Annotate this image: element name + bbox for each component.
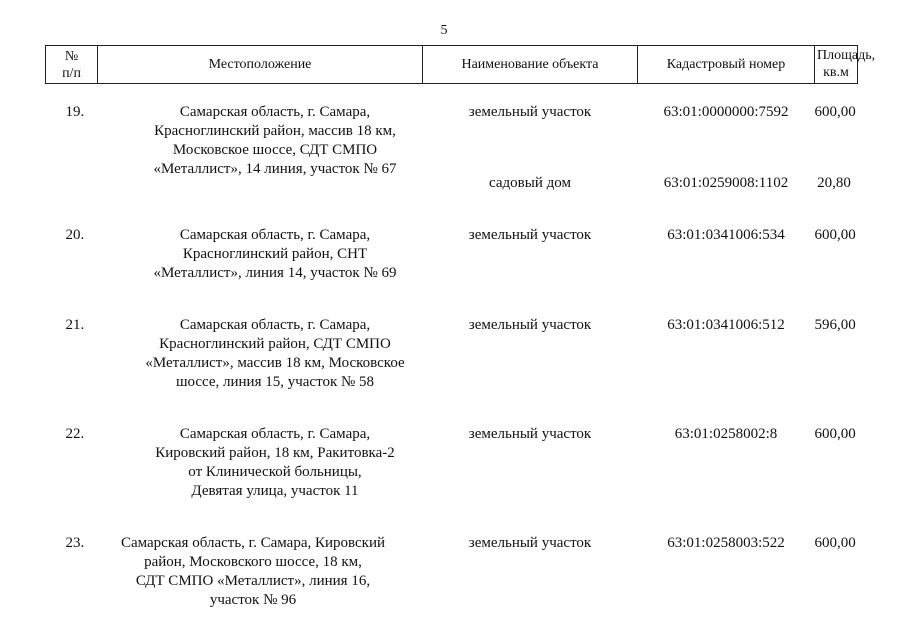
row-number: 19. xyxy=(65,104,85,120)
row-cadastral-number: 63:01:0258003:522 xyxy=(667,535,785,551)
row-location: Самарская область, г. Самара, Красноглинский район, СДТ СМПО «Металлист», массив 18 км, Московское шоссе, линия 15, участок № 58 xyxy=(145,317,405,390)
row-location: Самарская область, г. Самара, Красноглинский район, СНТ «Металлист», линия 14, участок № 69 xyxy=(153,227,397,281)
row-cadastral-number: 63:01:0259008:1102 xyxy=(663,175,789,191)
table-row xyxy=(46,226,858,283)
table-row xyxy=(46,103,858,122)
row-area: 596,00 xyxy=(814,317,856,333)
header-area: Площадь, кв.м xyxy=(815,46,858,84)
row-number: 22. xyxy=(65,426,85,442)
row-area: 600,00 xyxy=(814,535,856,551)
row-object-name: земельный участок xyxy=(468,317,592,333)
row-object-name: садовый дом xyxy=(489,175,571,191)
row-area: 600,00 xyxy=(814,227,856,243)
row-area: 600,00 xyxy=(814,426,856,442)
row-location: Самарская область, г. Самара, Кировский район, 18 км, Ракитовка-2 от Клинической больницы, Девятая улица, участок 11 xyxy=(155,426,395,499)
row-location: Самарская область, г. Самара, Красноглинский район, массив 18 км, Московское шоссе, СДТ СМПО «Металлист», 14 линия, участок № 67 xyxy=(153,104,397,177)
header-number: № п/п xyxy=(46,46,98,84)
row-cadastral-number: 63:01:0341006:512 xyxy=(667,317,785,333)
property-table xyxy=(45,45,876,610)
row-area: 600,00 xyxy=(814,104,856,120)
header-cadastral-number: Кадастровый номер xyxy=(638,46,815,84)
row-number: 20. xyxy=(65,227,85,243)
table-row xyxy=(46,534,858,610)
row-object-name: земельный участок xyxy=(468,104,592,120)
row-number: 23. xyxy=(65,535,85,551)
table-row xyxy=(46,425,858,501)
page-number: 5 xyxy=(440,23,448,38)
row-object-name: земельный участок xyxy=(468,227,592,243)
row-area: 20,80 xyxy=(817,175,851,191)
row-number: 21. xyxy=(65,317,85,333)
row-object-name: земельный участок xyxy=(468,426,592,442)
table-row xyxy=(46,316,858,392)
header-location: Местоположение xyxy=(98,46,423,84)
header-object-name: Наименование объекта xyxy=(423,46,638,84)
table-header-row xyxy=(46,46,858,84)
row-cadastral-number: 63:01:0000000:7592 xyxy=(663,104,789,120)
row-object-name: земельный участок xyxy=(468,535,592,551)
row-cadastral-number: 63:01:0258002:8 xyxy=(674,426,778,442)
row-cadastral-number: 63:01:0341006:534 xyxy=(667,227,785,243)
row-location: Самарская область, г. Самара, Кировский район, Московского шоссе, 18 км, СДТ СМПО «Металлист», линия 16, участок № 96 xyxy=(120,535,386,608)
